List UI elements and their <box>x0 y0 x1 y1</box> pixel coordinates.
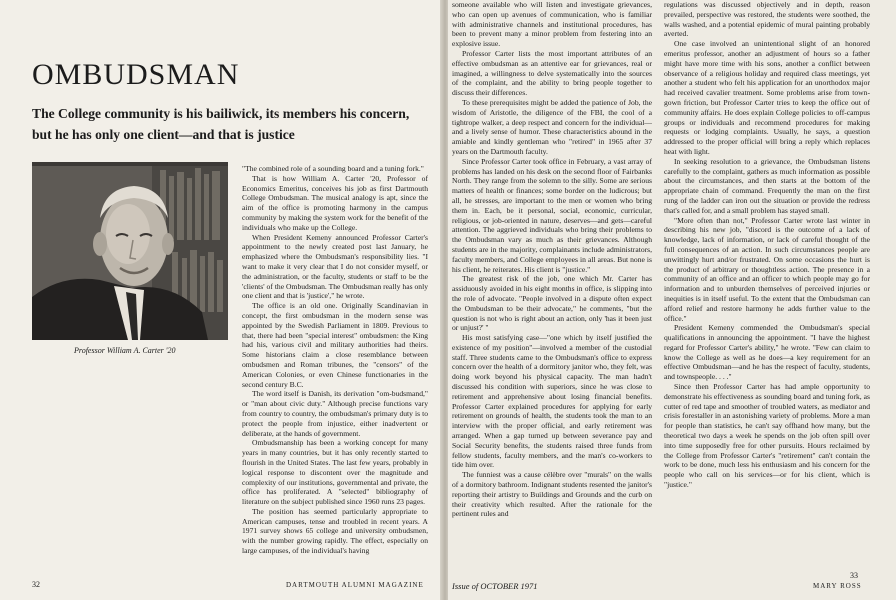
body-paragraph: His most satisfying case—"one which by itself justified the existence of my position"—involved a member of the custodial staff. Three students came to the Ombudsman's office to express concern over the health of a dormitory janitor who, they felt, was doing work beyond his physical capacity. The man hadn't discussed his condition with superiors, since he was close to retirement and apprehensive about losing financial benefits. Professor Carter explained procedures for applying for early retirement on grounds of health, the students took the man to an interview with the proper official, and early retirement was arranged. When a gap turned up between severance pay and Social Security benefits, the students raised three funds from fellow students, faculty members, and the man's co-workers to tide him over. <box>452 333 652 470</box>
body-paragraph: The position has seemed particularly appropriate to American campuses, tense and troubled in recent years. A 1971 survey shows 65 college and university ombudsmen, with the number growing rapidly. The effect, especially on large campuses, of the individual's having <box>242 506 428 556</box>
body-paragraph: When President Kemeny announced Professor Carter's appointment to the newly created post last January, he emphasized where the Ombudsman's responsibility lies. "I want to make it very clear that I do not consider myself, or the administration, or the faculty, students or staff to be the 'clients' of the Ombudsman. The Ombudsman really has only one client and that is 'justice'," he wrote. <box>242 232 428 301</box>
left-body-column <box>242 164 428 578</box>
body-paragraph: The funniest was a cause célèbre over "murals" on the walls of a dormitory bathroom. Indignant students resented the janitor's reporting their artistry to Buildings and Grounds and the curb on their creativity which resulted. After the rationale for the pertinent rules and <box>452 470 652 519</box>
body-paragraph: One case involved an unintentional slight of an honored emeritus professor, another an adjustment of hours so a father might have more time with his sons, another a conflict between observance of a religious holiday and required class meetings, yet another a student who felt his application for an unorthodox major had received cavalier treatment. Some problems arise from town-gown friction, but Professor Carter tries to keep the office out of community affairs. He does explain College policies to off-campus groups or individuals and recommend procedures for making requests or lodging complaints. Usually, he says, a question addressed to the proper official will bring a reply which replaces heat with light. <box>664 39 870 156</box>
portrait-photo <box>32 162 228 340</box>
body-paragraph: The greatest risk of the job, one which Mr. Carter has assiduously avoided in his eight months in office, is slipping into the role of advocate. "People involved in a dispute often expect the Ombudsman to be their advocate," he comments, "but the question is not who is right about an action, only 'has it been just or unjust?' " <box>452 274 652 333</box>
body-paragraph: Since Professor Carter took office in February, a vast array of problems has landed on his desk on the second floor of Fairbanks North. They range from the solemn to the silly. Some are serious matters of health or finances; some border on the ludicrous; but all, he stresses, are important to the men or women who bring them in. Each, be it personal, social, economic, curricular, religious, or job-oriented in nature, deserves—and gets—careful attention. The aggrieved individuals who bring their problems to the Ombudsman vary as much as their grievances. Although students are in the majority, complainants include administrators, faculty members, and College employees in all areas. But none is his client, he reiterates. His client is "justice." <box>452 156 652 274</box>
body-paragraph: Professor Carter lists the most important attributes of an effective ombudsman as an attentive ear for grievances, real or imagined, a willingness to delve systematically into the sources of the complaint, and the ability to bring people together to discuss their differences. <box>452 48 652 98</box>
right-page <box>448 0 896 600</box>
right-column-2 <box>664 0 870 576</box>
left-page <box>0 0 444 600</box>
body-paragraph: The word itself is Danish, its derivation "om-budsmand," or "man about civic duty." Although precise functions vary from country to country, the ombudsman's primary duty is to protect the people from injustice, either inadvertent or deliberate, at the hands of government. <box>242 389 428 438</box>
page-number-left: 32 <box>32 580 40 589</box>
issue-label: Issue of OCTOBER 1971 <box>452 581 538 591</box>
right-column-1 <box>452 0 652 576</box>
body-paragraph: President Kemeny commended the Ombudsman's special qualifications in announcing the appointment. "I have the highest regard for Professor Carter's ability," he wrote. "Few can claim to know the College as well as he does—a key requirement for an effective Ombudsman—and he has the respect of faculty, students, and townspeople. . . ." <box>664 323 870 382</box>
body-paragraph: To these prerequisites might be added the patience of Job, the wisdom of Aristotle, the diligence of the FBI, the cool of a tightrope walker, a deep respect and concern for the individual—and a lively sense of humor. These characteristics abound in the amiable and kindly gentleman who "retired" in 1965 after 37 years on the Dartmouth faculty. <box>452 97 652 156</box>
magazine-name: DARTMOUTH ALUMNI MAGAZINE <box>286 581 424 589</box>
body-paragraph: Ombudsmanship has been a working concept for many years in many countries, but it has only recently started to flourish in the United States. The last few years, probably in logical response to discontent over the magnitude and complexity of our institutions, governmental and private, the office has proliferated. A "selected" bibliography of literature on the subject published since 1960 runs 23 pages. <box>242 438 428 507</box>
body-paragraph: regulations was discussed objectively and in depth, reason prevailed, perspective was restored, the students were soothed, the walls washed, and a potential epidemic of mural painting probably averted. <box>664 0 870 39</box>
body-paragraph: That is how William A. Carter '20, Professor of Economics Emeritus, conceives his job as first Dartmouth College Ombudsman. The musical analogy is apt, since the aim of the office is promoting harmony in the campus community by making the system work for the benefit of the individuals who make up the College. <box>242 173 428 232</box>
article-title: OMBUDSMAN <box>32 58 240 91</box>
author-byline: MARY ROSS <box>813 582 862 590</box>
body-paragraph: In seeking resolution to a grievance, the Ombudsman listens carefully to the complaint, gathers as much information as possible about the circumstances, and then starts at the bottom of the appropriate chain of command. Frequently the man on the first rung of the ladder can iron out the situation or provide the redress that's called for, and a small problem has stayed small. <box>664 156 870 215</box>
body-paragraph: The office is an old one. Originally Scandinavian in concept, the first ombudsman in the modern sense was appointed by the Swedish Parliament in 1809. Previous to that, there had been "special interest" ombudsmen: the King had his, various civil and military authorities had theirs. Some historians claim a close resemblance between ombudsmen and Roman tribunes, the "censors" of the American Colonies, or even Chinese functionaries in the second century B.C. <box>242 301 428 389</box>
body-paragraph: "More often than not," Professor Carter wrote last winter in describing his new job, "discord is the outcome of a lack of knowledge, lack of information, or lack of careful thought of the full consequences of an action. In such circumstances people are unwittingly hurt and/or frustrated. On some occasions the hurt is the product of arbitrary or thoughtless action. The presence in a community of an office and an officer to which people may go for information and to unburden themselves of perceived injuries or inequities is in itself useful. To the extent that the Ombudsman can afford relief and restore harmony he adds further value to the office." <box>664 215 870 323</box>
page-number-right: 33 <box>850 571 858 580</box>
body-paragraph: someone available who will listen and investigate grievances, who can open up avenues of communication, who is familiar with administrative channels and institutional procedures, has been to prevent many a minor problem from festering into an explosive issue. <box>452 0 652 49</box>
article-subtitle: The College community is his bailiwick, its members his concern, but he has only one client—and that is justice <box>32 106 410 142</box>
body-paragraph: Since then Professor Carter has had ample opportunity to demonstrate his effectiveness as sounding board and tuning fork, as cutter of red tape and smoother of troubled waters, as mediator and crisis forestaller in an astonishing variety of problems. More a man for people than statistics, he can't say offhand how many, but the theoretical two days a week he spends on the job often spill over into time supposedly free for other pursuits. Hours reclaimed by the College from Professor Carter's "retirement" can't contain the work to be done, much less his enthusiasm and his concern for the people who call on his services—or for his client, which is "justice." <box>664 382 870 490</box>
photo-caption: Professor William A. Carter '20 <box>74 346 176 355</box>
body-paragraph: "The combined role of a sounding board and a tuning fork." <box>242 164 424 173</box>
